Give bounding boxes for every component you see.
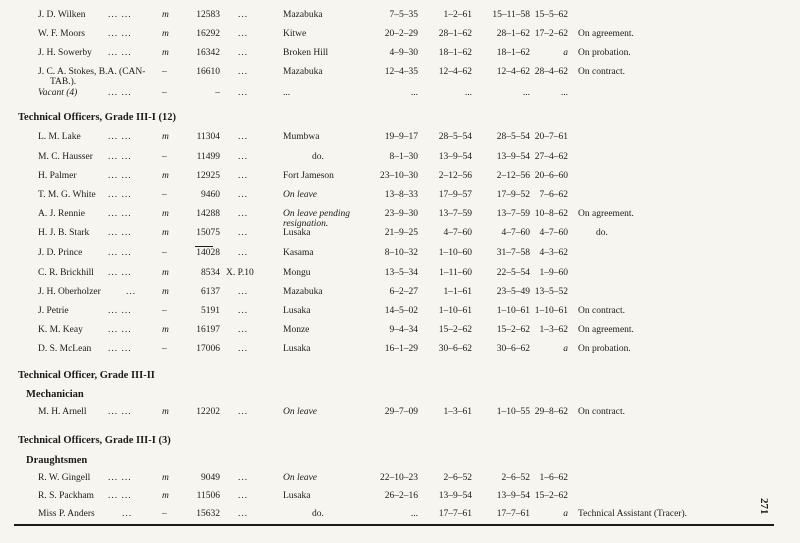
file-number: 6137 bbox=[201, 287, 220, 297]
date-posted: 15–5–62 bbox=[534, 10, 568, 20]
leader-dots: ... bbox=[122, 509, 133, 519]
officer-name: T. M. G. White bbox=[38, 190, 96, 200]
file-number: 11506 bbox=[196, 491, 220, 501]
file-number: 11499 bbox=[196, 152, 220, 162]
officer-name: K. M. Keay bbox=[38, 325, 83, 335]
leader-dots: ... ... bbox=[108, 132, 132, 142]
file-number: 15075 bbox=[196, 228, 220, 238]
date-of-birth: 8–10–32 bbox=[384, 248, 418, 258]
officer-name: J. H. Oberholzer bbox=[38, 287, 101, 297]
date-grade: 31–7–58 bbox=[496, 248, 530, 258]
remarks: On contract. bbox=[578, 306, 625, 316]
officer-name: Vacant (4) bbox=[38, 88, 78, 98]
date-appointed: 13–9–54 bbox=[438, 152, 472, 162]
date-grade: 13–9–54 bbox=[496, 491, 530, 501]
date-of-birth: 22–10–23 bbox=[380, 473, 418, 483]
leader-dots: ... bbox=[238, 171, 249, 181]
station: Mazabuka bbox=[283, 67, 323, 77]
officer-name: J. H. Sowerby bbox=[38, 48, 92, 58]
marital-mark: m bbox=[162, 132, 169, 142]
marital-mark: – bbox=[162, 88, 167, 98]
leader-dots: ... ... bbox=[108, 88, 132, 98]
sub-heading: Draughtsmen bbox=[26, 455, 88, 466]
date-posted: ... bbox=[560, 88, 568, 98]
date-of-birth: 7–5–35 bbox=[389, 10, 418, 20]
remarks: On contract. bbox=[578, 407, 625, 417]
officer-name: J. C. A. Stokes, B.A. (CAN- bbox=[38, 67, 146, 77]
leader-dots: ... bbox=[238, 491, 249, 501]
leader-dots: ... bbox=[238, 248, 249, 258]
file-number: 17006 bbox=[196, 344, 220, 354]
station: do. bbox=[312, 509, 324, 519]
date-of-birth: 29–7–09 bbox=[384, 407, 418, 417]
remarks: On agreement. bbox=[578, 29, 634, 39]
date-grade: 13–9–54 bbox=[496, 152, 530, 162]
date-grade: 23–5–49 bbox=[496, 287, 530, 297]
officer-name: R. W. Gingell bbox=[38, 473, 91, 483]
date-appointed: 4–7–60 bbox=[443, 228, 472, 238]
officer-name: M. H. Arnell bbox=[38, 407, 87, 417]
date-of-birth: 13–5–34 bbox=[384, 268, 418, 278]
officer-name: M. C. Hausser bbox=[38, 152, 93, 162]
date-posted: 27–4–62 bbox=[534, 152, 568, 162]
leader-dots: ... bbox=[238, 152, 249, 162]
date-appointed: 28–5–54 bbox=[438, 132, 472, 142]
leader-dots: ... ... bbox=[108, 306, 132, 316]
leader-dots: ... ... bbox=[108, 209, 132, 219]
date-of-birth: 20–2–29 bbox=[384, 29, 418, 39]
file-number: 16610 bbox=[196, 67, 220, 77]
file-number: 8534 bbox=[201, 268, 220, 278]
leader-dots: ... ... bbox=[108, 190, 132, 200]
date-grade: 4–7–60 bbox=[501, 228, 530, 238]
station: ... bbox=[283, 88, 291, 98]
date-of-birth: ... bbox=[410, 88, 418, 98]
leader-dots: ... bbox=[238, 407, 249, 417]
date-posted: a bbox=[563, 509, 568, 519]
date-grade: 13–7–59 bbox=[496, 209, 530, 219]
date-posted: 1–10–61 bbox=[534, 306, 568, 316]
officer-name: A. J. Rennie bbox=[38, 209, 85, 219]
date-appointed: 1–1–61 bbox=[443, 287, 472, 297]
date-of-birth: 12–4–35 bbox=[384, 67, 418, 77]
date-grade: 18–1–62 bbox=[496, 48, 530, 58]
leader-dots: ... ... bbox=[108, 29, 132, 39]
remarks: Technical Assistant (Tracer). bbox=[578, 509, 687, 519]
date-appointed: 1–3–61 bbox=[443, 407, 472, 417]
date-grade: 22–5–54 bbox=[496, 268, 530, 278]
officer-name-continued: TAB.). bbox=[50, 77, 77, 87]
date-posted: 4–7–60 bbox=[539, 228, 568, 238]
leader-dots: ... ... bbox=[108, 344, 132, 354]
officer-name: W. F. Moors bbox=[38, 29, 85, 39]
date-posted: 15–2–62 bbox=[534, 491, 568, 501]
leader-dots: ... ... bbox=[108, 268, 132, 278]
station: Mazabuka bbox=[283, 10, 323, 20]
file-number: 16197 bbox=[196, 325, 220, 335]
date-appointed: 1–2–61 bbox=[443, 10, 472, 20]
station: Mongu bbox=[283, 268, 311, 278]
marital-mark: – bbox=[162, 248, 167, 258]
station: Mumbwa bbox=[283, 132, 320, 142]
leader-dots: ... ... bbox=[108, 48, 132, 58]
leader-dots: ... ... bbox=[108, 248, 132, 258]
marital-mark: m bbox=[162, 473, 169, 483]
station: Lusaka bbox=[283, 344, 311, 354]
leader-dots: ... bbox=[238, 344, 249, 354]
date-grade: 1–10–61 bbox=[496, 306, 530, 316]
leader-dots: ... ... bbox=[108, 10, 132, 20]
date-posted: a bbox=[563, 344, 568, 354]
station: Kitwe bbox=[283, 29, 307, 39]
marital-mark: m bbox=[162, 171, 169, 181]
leader-dots: ... bbox=[238, 287, 249, 297]
officer-name: Miss P. Anders bbox=[38, 509, 95, 519]
station: Mazabuka bbox=[283, 287, 323, 297]
date-of-birth: 14–5–02 bbox=[384, 306, 418, 316]
page-number: 271 bbox=[758, 498, 770, 515]
marital-mark: m bbox=[162, 407, 169, 417]
date-of-birth: 13–8–33 bbox=[384, 190, 418, 200]
date-appointed: 30–6–62 bbox=[438, 344, 472, 354]
date-of-birth: 6–2–27 bbox=[389, 287, 418, 297]
date-of-birth: 23–10–30 bbox=[380, 171, 418, 181]
sub-heading: Mechanician bbox=[26, 389, 84, 400]
date-of-birth: 23–9–30 bbox=[384, 209, 418, 219]
officer-name: H. J. B. Stark bbox=[38, 228, 90, 238]
marital-mark: m bbox=[162, 325, 169, 335]
date-posted: 20–7–61 bbox=[534, 132, 568, 142]
file-number: 15632 bbox=[196, 509, 220, 519]
station: Broken Hill bbox=[283, 48, 329, 58]
leader-dots: ... bbox=[238, 209, 249, 219]
officer-name: C. R. Brickhill bbox=[38, 268, 94, 278]
date-appointed: 13–9–54 bbox=[438, 491, 472, 501]
station: On leave bbox=[283, 473, 318, 483]
date-posted: 10–8–62 bbox=[534, 209, 568, 219]
date-appointed: 12–4–62 bbox=[438, 67, 472, 77]
grade-heading: Technical Officer, Grade III-II bbox=[18, 370, 155, 381]
marital-mark: m bbox=[162, 287, 169, 297]
file-number: 12202 bbox=[196, 407, 220, 417]
file-number: 5191 bbox=[201, 306, 220, 316]
date-grade: 1–10–55 bbox=[496, 407, 530, 417]
marital-mark: m bbox=[162, 48, 169, 58]
date-grade: 2–6–52 bbox=[501, 473, 530, 483]
station: do. bbox=[312, 152, 324, 162]
leader-dots: ... ... bbox=[108, 325, 132, 335]
date-grade: 15–11–58 bbox=[492, 10, 530, 20]
date-grade: 28–1–62 bbox=[496, 29, 530, 39]
marital-mark: m bbox=[162, 10, 169, 20]
leader-dots: ... bbox=[238, 190, 249, 200]
officer-name: J. D. Wilken bbox=[38, 10, 86, 20]
remarks: do. bbox=[596, 228, 608, 238]
leader-dots: ... ... bbox=[108, 171, 132, 181]
file-number: 11304 bbox=[196, 132, 220, 142]
officer-name: R. S. Packham bbox=[38, 491, 94, 501]
date-appointed: 2–12–56 bbox=[438, 171, 472, 181]
grade-code: X. P.10 bbox=[226, 268, 254, 278]
station: Lusaka bbox=[283, 228, 311, 238]
file-number: 9460 bbox=[201, 190, 220, 200]
marital-mark: – bbox=[162, 306, 167, 316]
leader-dots: ... ... bbox=[108, 473, 132, 483]
date-posted: 4–3–62 bbox=[539, 248, 568, 258]
file-number: 12583 bbox=[196, 10, 220, 20]
date-appointed: 28–1–62 bbox=[438, 29, 472, 39]
remarks: On contract. bbox=[578, 67, 625, 77]
marital-mark: – bbox=[162, 509, 167, 519]
leader-dots: ... bbox=[126, 287, 137, 297]
date-of-birth: 9–4–34 bbox=[389, 325, 418, 335]
date-of-birth: ... bbox=[410, 509, 418, 519]
footer-rule bbox=[14, 524, 774, 526]
leader-dots: ... bbox=[238, 325, 249, 335]
station: Lusaka bbox=[283, 491, 311, 501]
file-number: 14028 bbox=[196, 248, 220, 258]
date-appointed: 1–10–60 bbox=[438, 248, 472, 258]
officer-name: H. Palmer bbox=[38, 171, 77, 181]
leader-dots: ... bbox=[238, 228, 249, 238]
date-of-birth: 16–1–29 bbox=[384, 344, 418, 354]
date-appointed: 1–10–61 bbox=[438, 306, 472, 316]
date-grade: 17–7–61 bbox=[496, 509, 530, 519]
grade-heading: Technical Officers, Grade III-I (12) bbox=[18, 112, 176, 123]
leader-dots: ... bbox=[238, 509, 249, 519]
marital-mark: – bbox=[162, 67, 167, 77]
remarks: On probation. bbox=[578, 48, 631, 58]
date-posted: 7–6–62 bbox=[539, 190, 568, 200]
marital-mark: – bbox=[162, 190, 167, 200]
station: Lusaka bbox=[283, 306, 311, 316]
file-number: 14288 bbox=[196, 209, 220, 219]
date-of-birth: 8–1–30 bbox=[389, 152, 418, 162]
leader-dots: ... ... bbox=[108, 228, 132, 238]
grade-heading: Technical Officers, Grade III-I (3) bbox=[18, 435, 171, 446]
marital-mark: m bbox=[162, 228, 169, 238]
date-posted: 1–3–62 bbox=[539, 325, 568, 335]
station: On leave bbox=[283, 407, 318, 417]
leader-dots: ... bbox=[238, 10, 249, 20]
station: Fort Jameson bbox=[283, 171, 334, 181]
date-posted: 1–9–60 bbox=[539, 268, 568, 278]
date-posted: 17–2–62 bbox=[534, 29, 568, 39]
date-appointed: 18–1–62 bbox=[438, 48, 472, 58]
leader-dots: ... ... bbox=[108, 407, 132, 417]
file-number: – bbox=[215, 88, 220, 98]
date-posted: a bbox=[563, 48, 568, 58]
marital-mark: – bbox=[162, 152, 167, 162]
station: Monze bbox=[283, 325, 310, 335]
date-appointed: 15–2–62 bbox=[438, 325, 472, 335]
officer-name: D. S. McLean bbox=[38, 344, 92, 354]
marital-mark: m bbox=[162, 29, 169, 39]
file-number: 16342 bbox=[196, 48, 220, 58]
leader-dots: ... bbox=[238, 306, 249, 316]
date-grade: 17–9–52 bbox=[496, 190, 530, 200]
date-of-birth: 26–2–16 bbox=[384, 491, 418, 501]
date-posted: 20–6–60 bbox=[534, 171, 568, 181]
file-number: 9049 bbox=[201, 473, 220, 483]
remarks: On agreement. bbox=[578, 325, 634, 335]
date-appointed: 17–9–57 bbox=[438, 190, 472, 200]
file-number: 12925 bbox=[196, 171, 220, 181]
date-grade: 30–6–62 bbox=[496, 344, 530, 354]
station: On leave pending bbox=[283, 209, 351, 219]
remarks: On probation. bbox=[578, 344, 631, 354]
date-appointed: 2–6–52 bbox=[443, 473, 472, 483]
date-of-birth: 21–9–25 bbox=[384, 228, 418, 238]
officer-name: J. Petrie bbox=[38, 306, 69, 316]
date-grade: ... bbox=[522, 88, 530, 98]
date-grade: 12–4–62 bbox=[496, 67, 530, 77]
officer-name: L. M. Lake bbox=[38, 132, 81, 142]
date-appointed: 17–7–61 bbox=[438, 509, 472, 519]
date-of-birth: 19–9–17 bbox=[384, 132, 418, 142]
date-posted: 29–8–62 bbox=[534, 407, 568, 417]
marital-mark: m bbox=[162, 268, 169, 278]
date-of-birth: 4–9–30 bbox=[389, 48, 418, 58]
date-grade: 28–5–54 bbox=[496, 132, 530, 142]
date-posted: 1–6–62 bbox=[539, 473, 568, 483]
leader-dots: ... ... bbox=[108, 152, 132, 162]
officer-name: J. D. Prince bbox=[38, 248, 83, 258]
leader-dots: ... bbox=[238, 473, 249, 483]
station: On leave bbox=[283, 190, 318, 200]
leader-dots: ... ... bbox=[108, 491, 132, 501]
marital-mark: m bbox=[162, 491, 169, 501]
date-grade: 2–12–56 bbox=[496, 171, 530, 181]
remarks: On agreement. bbox=[578, 209, 634, 219]
date-appointed: 1–11–60 bbox=[439, 268, 472, 278]
date-posted: 13–5–52 bbox=[534, 287, 568, 297]
date-appointed: 13–7–59 bbox=[438, 209, 472, 219]
station-continued: resignation. bbox=[283, 219, 329, 229]
marital-mark: – bbox=[162, 344, 167, 354]
leader-dots: ... bbox=[238, 88, 249, 98]
date-posted: 28–4–62 bbox=[534, 67, 568, 77]
leader-dots: ... bbox=[238, 67, 249, 77]
leader-dots: ... bbox=[238, 48, 249, 58]
leader-dots: ... bbox=[238, 132, 249, 142]
leader-dots: ... bbox=[238, 29, 249, 39]
file-number: 16292 bbox=[196, 29, 220, 39]
overline-mark bbox=[195, 246, 213, 247]
date-grade: 15–2–62 bbox=[496, 325, 530, 335]
date-appointed: ... bbox=[464, 88, 472, 98]
marital-mark: m bbox=[162, 209, 169, 219]
station: Kasama bbox=[283, 248, 314, 258]
